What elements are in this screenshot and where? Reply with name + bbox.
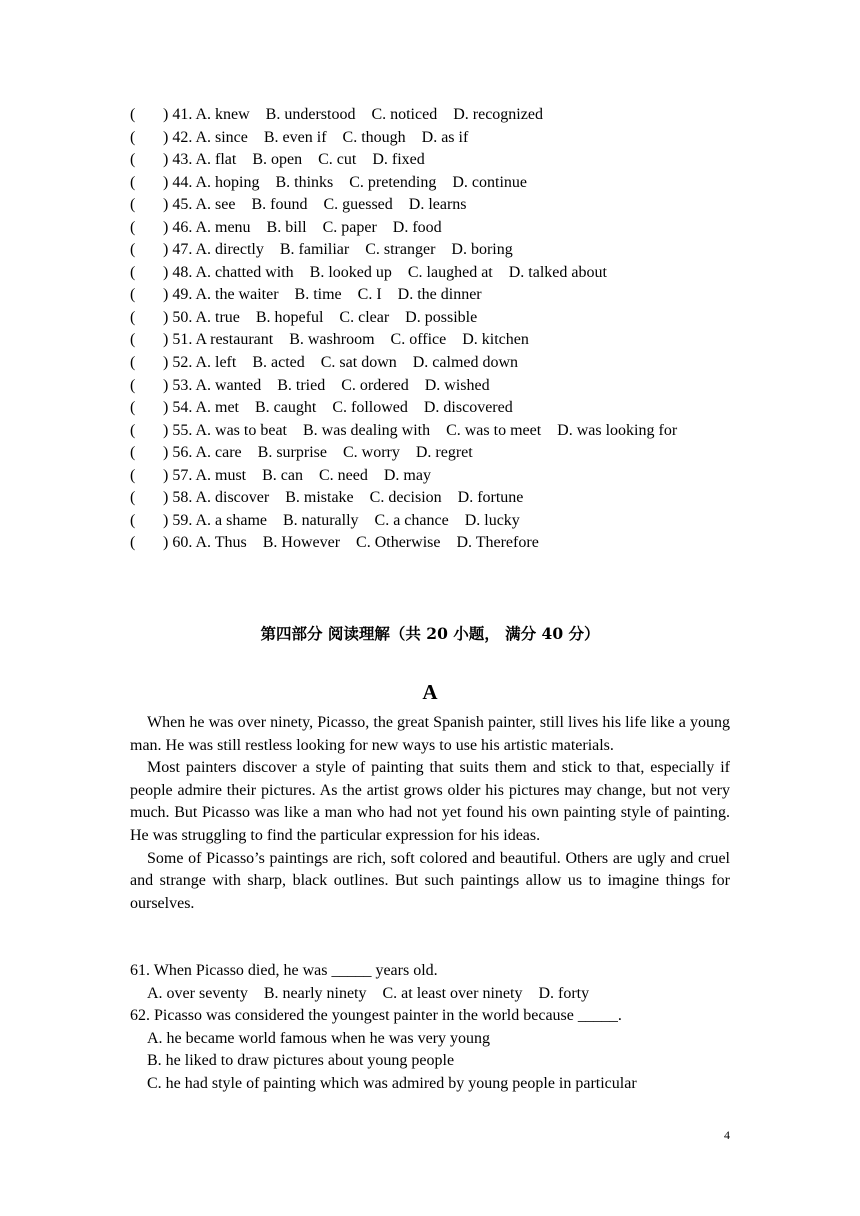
answer-blank[interactable]: (: [130, 444, 136, 462]
answer-blank[interactable]: (: [130, 196, 136, 214]
question-options: A. chatted with B. looked up C. laughed at D. talked about: [195, 263, 607, 281]
question-number-prefix: ): [163, 489, 173, 507]
question-number: 46: [172, 218, 189, 236]
passage-paragraph: When he was over ninety, Picasso, the great Spanish painter, still lives his life like a young man. He was still restless looking for new ways to use his artistic materials.: [130, 714, 730, 754]
question-number: 42: [172, 128, 189, 146]
question-number: 41: [172, 106, 189, 123]
question-number: 50: [172, 308, 189, 326]
question-number: 58: [172, 489, 189, 507]
question-number-prefix: ): [163, 263, 173, 281]
cloze-question-59: [130, 510, 730, 533]
answer-blank[interactable]: (: [130, 534, 136, 552]
question-options: A. wanted B. tried C. ordered D. wished: [195, 376, 490, 394]
cloze-question-52: [130, 352, 730, 375]
question-number-prefix: ): [163, 241, 173, 259]
question-number-dot: .: [188, 286, 196, 304]
question-options: A. true B. hopeful C. clear D. possible: [195, 308, 478, 326]
cloze-question-48: [130, 262, 730, 285]
answer-blank[interactable]: (: [130, 489, 136, 507]
question-number-dot: .: [188, 354, 196, 372]
question-number-dot: .: [188, 173, 196, 191]
question-number-prefix: ): [163, 218, 173, 236]
question-62-option-c: C. he had style of painting which was admired by young people in particular: [147, 1074, 637, 1092]
cloze-question-46: [130, 217, 730, 240]
passage-letter: A: [422, 680, 438, 704]
question-options: A. since B. even if C. though D. as if: [195, 128, 469, 146]
answer-blank[interactable]: (: [130, 399, 136, 417]
question-number-prefix: ): [163, 534, 173, 552]
question-number-dot: .: [188, 218, 196, 236]
question-number-dot: .: [188, 511, 196, 529]
answer-blank[interactable]: (: [130, 511, 136, 529]
answer-blank[interactable]: (: [130, 466, 136, 484]
question-number-prefix: ): [163, 421, 173, 439]
question-number-prefix: ): [163, 444, 173, 462]
question-number-prefix: ): [163, 331, 173, 349]
question-options: A. Thus B. However C. Otherwise D. Therefore: [195, 534, 539, 552]
question-number: 60: [172, 534, 189, 552]
question-number: 56: [172, 444, 189, 462]
question-number-dot: .: [188, 241, 196, 259]
question-number-prefix: ): [163, 173, 173, 191]
answer-blank[interactable]: (: [130, 128, 136, 146]
question-number-prefix: ): [163, 466, 173, 484]
cloze-question-50: [130, 307, 730, 330]
answer-blank[interactable]: (: [130, 241, 136, 259]
question-number: 47: [172, 241, 189, 259]
cloze-question-41: [130, 104, 730, 127]
reading-questions: [130, 960, 730, 1095]
answer-blank[interactable]: (: [130, 354, 136, 372]
question-number-dot: .: [188, 421, 196, 439]
question-61-options: A. over seventy B. nearly ninety C. at least over ninety D. forty: [147, 984, 590, 1002]
question-options: A. must B. can C. need D. may: [195, 466, 431, 484]
question-options: A. a shame B. naturally C. a chance D. lucky: [195, 511, 520, 529]
cloze-question-60: [130, 532, 730, 555]
cloze-options-list: [130, 104, 730, 555]
answer-blank[interactable]: (: [130, 106, 136, 123]
question-number-prefix: ): [163, 308, 173, 326]
passage-paragraph: Most painters discover a style of painting that suits them and stick to that, especially if people admire their pictures. As the artist grows older his pictures may change, but not very much. But Picasso was like a man who had not yet found his own painting style of painting. He was struggling to find the particular expression for his ideas.: [130, 759, 730, 844]
question-number: 54: [172, 399, 189, 417]
reading-passage: [130, 712, 730, 915]
answer-blank[interactable]: (: [130, 173, 136, 191]
question-options: A. see B. found C. guessed D. learns: [195, 196, 467, 214]
cloze-question-57: [130, 465, 730, 488]
question-options: A restaurant B. washroom C. office D. kitchen: [195, 331, 529, 349]
question-number-dot: .: [188, 466, 196, 484]
question-number-prefix: ): [163, 128, 173, 146]
question-number-prefix: ): [163, 354, 173, 372]
question-options: A. care B. surprise C. worry D. regret: [195, 444, 473, 462]
question-number: 43: [172, 151, 189, 169]
cloze-question-55: [130, 420, 730, 443]
question-number-dot: .: [188, 331, 196, 349]
cloze-question-47: [130, 239, 730, 262]
question-62-option-b: B. he liked to draw pictures about young people: [147, 1052, 455, 1070]
cloze-question-51: [130, 329, 730, 352]
question-number-prefix: ): [163, 196, 173, 214]
cloze-question-58: [130, 487, 730, 510]
question-options: A. menu B. bill C. paper D. food: [195, 218, 442, 236]
passage-paragraph: Some of Picasso’s paintings are rich, soft colored and beautiful. Others are ugly and cruel and strange with sharp, black outlines. But such paintings allow us to imagine things for ourselves.: [130, 849, 730, 912]
answer-blank[interactable]: (: [130, 151, 136, 169]
question-number-dot: .: [188, 444, 196, 462]
question-number-dot: .: [188, 151, 196, 169]
section-title: 第四部分 阅读理解（共 20 小题， 满分 40 分）: [260, 624, 600, 643]
question-number-prefix: ): [163, 106, 173, 123]
question-number-prefix: ): [163, 399, 173, 417]
cloze-question-42: [130, 127, 730, 150]
question-number-dot: .: [188, 399, 196, 417]
question-62-option-a: A. he became world famous when he was very young: [147, 1029, 491, 1047]
question-number-dot: .: [188, 489, 196, 507]
question-number-dot: .: [188, 534, 196, 552]
question-number: 48: [172, 263, 189, 281]
question-number-dot: .: [188, 106, 196, 123]
question-number-prefix: ): [163, 376, 173, 394]
cloze-question-45: [130, 194, 730, 217]
question-number: 57: [172, 466, 189, 484]
question-number-prefix: ): [163, 151, 173, 169]
question-options: A. hoping B. thinks C. pretending D. continue: [195, 173, 527, 191]
cloze-question-56: [130, 442, 730, 465]
question-options: A. discover B. mistake C. decision D. fortune: [195, 489, 524, 507]
answer-blank[interactable]: (: [130, 286, 136, 304]
question-number-dot: .: [188, 196, 196, 214]
question-options: A. was to beat B. was dealing with C. was to meet D. was looking for: [195, 421, 678, 439]
question-options: A. met B. caught C. followed D. discovered: [195, 399, 513, 417]
question-62: 62. Picasso was considered the youngest painter in the world because _____.: [130, 1007, 622, 1025]
question-number: 45: [172, 196, 189, 214]
answer-blank[interactable]: (: [130, 331, 136, 349]
question-number-dot: .: [188, 128, 196, 146]
cloze-question-49: [130, 284, 730, 307]
question-number: 52: [172, 354, 189, 372]
answer-blank[interactable]: (: [130, 376, 136, 394]
question-number-dot: .: [188, 263, 196, 281]
question-options: A. left B. acted C. sat down D. calmed down: [195, 354, 519, 372]
question-number-dot: .: [188, 376, 196, 394]
question-number-dot: .: [188, 308, 196, 326]
question-number: 44: [172, 173, 189, 191]
question-number: 55: [172, 421, 189, 439]
question-options: A. the waiter B. time C. I D. the dinner: [195, 286, 482, 304]
cloze-question-54: [130, 397, 730, 420]
page-number: 4: [724, 1128, 730, 1142]
question-options: A. knew B. understood C. noticed D. recognized: [195, 106, 543, 123]
question-61: 61. When Picasso died, he was _____ years old.: [130, 962, 438, 979]
question-number: 59: [172, 511, 189, 529]
cloze-question-44: [130, 172, 730, 195]
question-options: A. flat B. open C. cut D. fixed: [195, 151, 425, 169]
question-number: 51: [172, 331, 189, 349]
question-number: 49: [172, 286, 189, 304]
answer-blank[interactable]: (: [130, 421, 136, 439]
answer-blank[interactable]: (: [130, 308, 136, 326]
question-number-prefix: ): [163, 286, 173, 304]
question-options: A. directly B. familiar C. stranger D. boring: [195, 241, 513, 259]
question-number: 53: [172, 376, 189, 394]
answer-blank[interactable]: (: [130, 263, 136, 281]
question-number-prefix: ): [163, 511, 173, 529]
answer-blank[interactable]: (: [130, 218, 136, 236]
cloze-question-53: [130, 375, 730, 398]
cloze-question-43: [130, 149, 730, 172]
